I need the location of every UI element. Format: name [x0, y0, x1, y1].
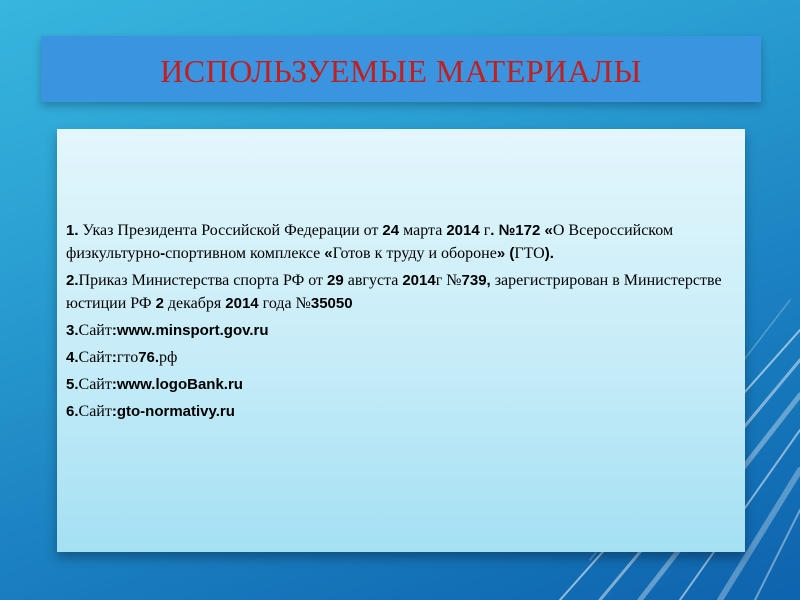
list-item-text: ГТО — [514, 245, 545, 262]
list-item-emphasis: 1. — [66, 222, 79, 239]
list-item — [66, 319, 736, 342]
list-item-emphasis: 4. — [66, 349, 79, 366]
list-item-text: Приказ Министерства спорта РФ от — [78, 272, 328, 289]
list-item-emphasis: - — [160, 245, 166, 262]
list-item-emphasis: 2. — [66, 272, 79, 289]
list-item-text: Сайт — [78, 376, 112, 393]
list-item-text: года № — [258, 295, 311, 312]
list-item-text: марта — [399, 222, 447, 239]
list-item-emphasis: 29 — [327, 272, 344, 289]
list-item-emphasis: :gto-normativy.ru — [111, 403, 235, 420]
list-item-text: августа — [343, 272, 403, 289]
list-item-emphasis: 3. — [66, 322, 79, 339]
list-item-text: Сайт — [78, 322, 112, 339]
list-item-text: Сайт — [78, 403, 112, 420]
list-item-emphasis: 6. — [66, 403, 79, 420]
list-item-emphasis: 2014 — [402, 272, 436, 289]
slide-title: ИСПОЛЬЗУЕМЫЕ МАТЕРИАЛЫ — [160, 52, 642, 89]
list-item-text: Сайт — [78, 349, 112, 366]
list-item-text: Указ Президента Российской Федерации от — [78, 222, 383, 239]
list-item-text: зарегистрирован в Министерстве юстиции РФ — [66, 272, 722, 312]
list-item-emphasis: 2014 — [225, 295, 259, 312]
list-item — [66, 269, 736, 315]
list-item-emphasis: :www.minsport.gov.ru — [111, 322, 269, 339]
list-item-emphasis: 2 — [155, 295, 164, 312]
list-item-emphasis: 2014 — [446, 222, 480, 239]
materials-list — [66, 219, 736, 427]
list-item-emphasis: 5. — [66, 376, 79, 393]
list-item — [66, 400, 736, 423]
list-item-emphasis: : — [111, 349, 117, 366]
list-item-emphasis: . №172 « — [490, 222, 553, 239]
list-item-emphasis: 24 — [382, 222, 400, 239]
list-item-text: декабря — [163, 295, 226, 312]
content-panel — [57, 129, 745, 552]
list-item-text: Готов к труду и обороне — [332, 245, 497, 262]
list-item-emphasis: ). — [544, 245, 554, 262]
list-item-emphasis: 35050 — [310, 295, 353, 312]
list-item-text: рф — [159, 349, 178, 366]
list-item — [66, 346, 736, 369]
list-item-text: гто — [116, 349, 139, 366]
list-item-text: О Всероссийском физкультурно — [66, 222, 674, 262]
list-item-emphasis: 76. — [138, 349, 160, 366]
list-item-text: спортивном комплексе — [165, 245, 325, 262]
list-item-emphasis: :www.logoBank.ru — [111, 376, 243, 393]
list-item-emphasis: » ( — [496, 245, 515, 262]
list-item-text: г — [479, 222, 491, 239]
list-item — [66, 373, 736, 396]
list-item-emphasis: « — [324, 245, 333, 262]
list-item — [66, 219, 736, 265]
list-item-emphasis: 739, — [461, 272, 491, 289]
title-bar — [41, 36, 761, 102]
list-item-text: г № — [435, 272, 462, 289]
